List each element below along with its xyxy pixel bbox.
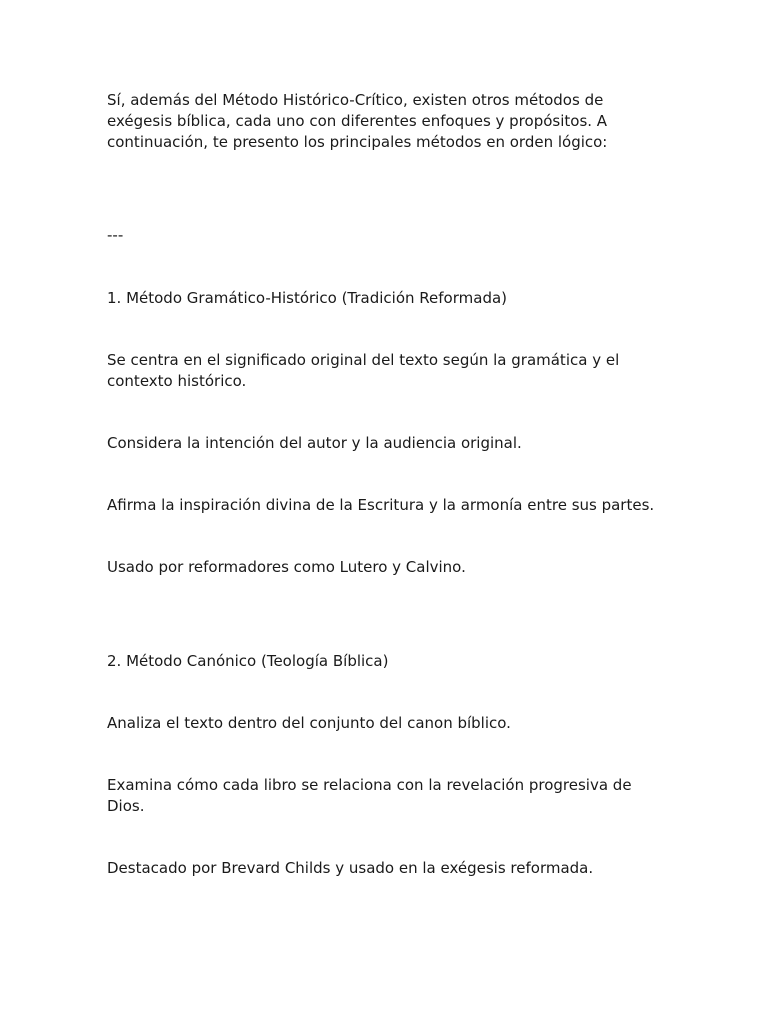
section-1-point: Usado por reformadores como Lutero y Calvino. (107, 558, 466, 576)
separator: --- (107, 226, 124, 244)
section-2-point: Examina cómo cada libro se relaciona con la revelación progresiva de Dios. (107, 776, 632, 815)
section-2-point: Destacado por Brevard Childs y usado en la exégesis reformada. (107, 859, 594, 877)
section-2-point: Analiza el texto dentro del conjunto del canon bíblico. (107, 714, 511, 732)
section-1-heading: 1. Método Gramático-Histórico (Tradición Reformada) (107, 289, 508, 307)
section-1-point: Afirma la inspiración divina de la Escritura y la armonía entre sus partes. (107, 496, 655, 514)
section-1-point: Se centra en el significado original del texto según la gramática y el contexto histórico. (107, 351, 620, 390)
intro-paragraph: Sí, además del Método Histórico-Crítico, existen otros métodos de exégesis bíblica, cada uno con diferentes enfoques y propósitos. A continuación, te presento los principales métodos en orden lógico: (107, 91, 608, 151)
section-1-point: Considera la intención del autor y la audiencia original. (107, 434, 522, 452)
section-2-heading: 2. Método Canónico (Teología Bíblica) (107, 652, 389, 670)
